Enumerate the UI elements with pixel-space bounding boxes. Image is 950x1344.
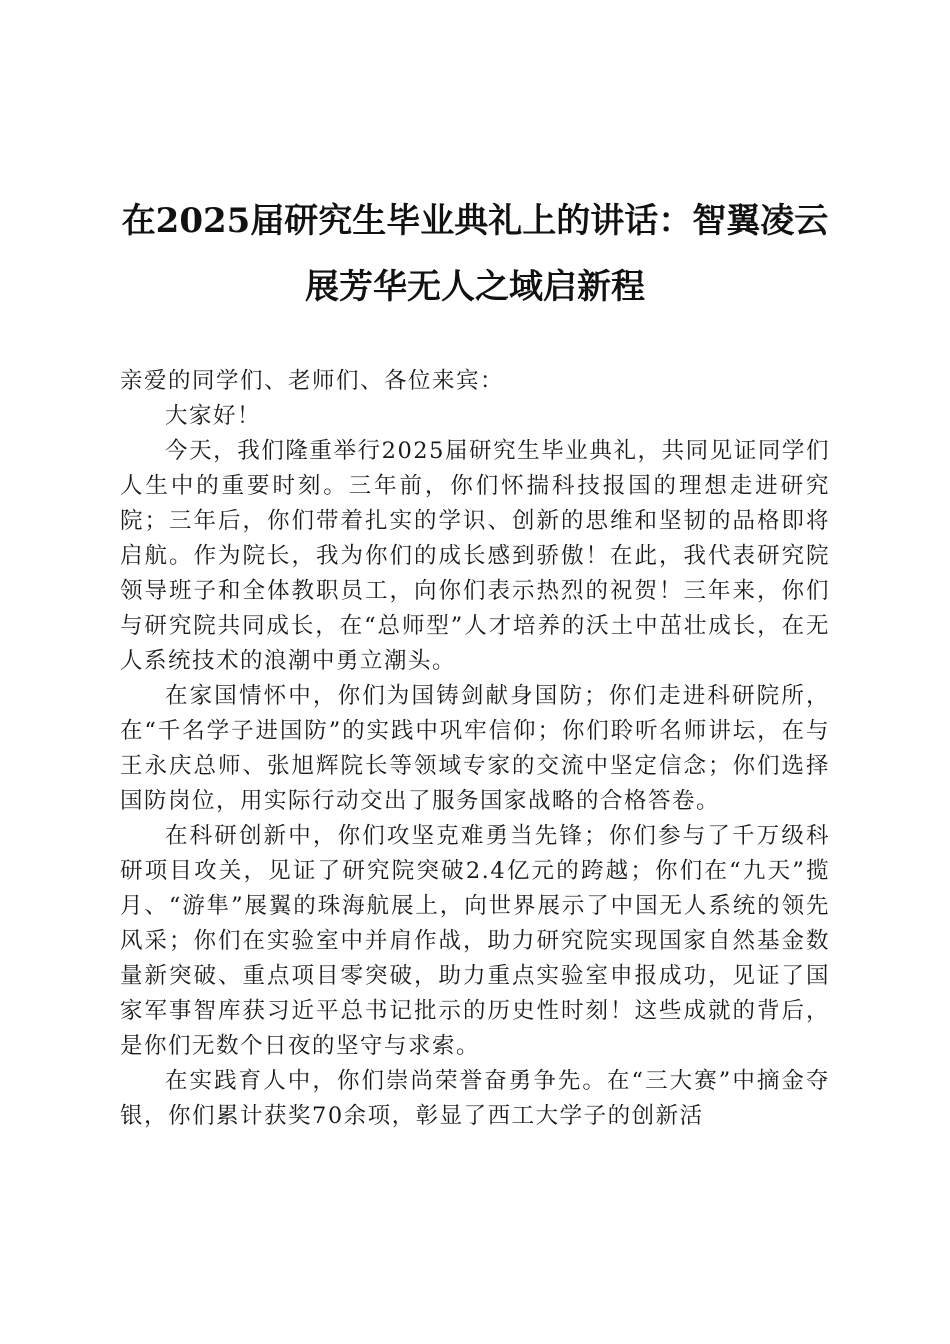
paragraph-greeting: 大家好！ [165, 403, 262, 429]
paragraph-practice: 在实践育人中，你们崇尚荣誉奋勇争先。在“三大赛”中摘金夺银，你们累计获奖70余项，彰显了西工大学子的创新活 [120, 1068, 830, 1129]
document-body [120, 364, 830, 1134]
paragraph-research: 在科研创新中，你们攻坚克难勇当先锋；你们参与了千万级科研项目攻关，见证了研究院突破2.4亿元的跨越；你们在“九天”揽月、“游隼”展翼的珠海航展上，向世界展示了中国无人系统的领先风采；你们在实验室中并肩作战，助力研究院实现国家自然基金数量新突破、重点项目零突破，助力重点实验室申报成功，见证了国家军事智库获习近平总书记批示的历史性时刻！这些成就的背后，是你们无数个日夜的坚守与求索。 [120, 823, 830, 1059]
paragraph-opening: 今天，我们隆重举行2025届研究生毕业典礼，共同见证同学们人生中的重要时刻。三年前，你们怀揣科技报国的理想走进研究院；三年后，你们带着扎实的学识、创新的思维和坚韧的品格即将启航。作为院长，我为你们的成长感到骄傲！在此，我代表研究院领导班子和全体教职员工，向你们表示热烈的祝贺！三年来，你们与研究院共同成长，在“总师型”人才培养的沃土中茁壮成长，在无人系统技术的浪潮中勇立潮头。 [120, 438, 830, 674]
paragraph-patriotism: 在家国情怀中，你们为国铸剑献身国防；你们走进科研院所，在“千名学子进国防”的实践中巩牢信仰；你们聆听名师讲坛，在与王永庆总师、张旭辉院长等领域专家的交流中坚定信念；你们选择国防岗位，用实际行动交出了服务国家战略的合格答卷。 [120, 683, 830, 814]
document-title: 在2025届研究生毕业典礼上的讲话：智翼凌云展芳华无人之域启新程 [121, 201, 829, 307]
salutation: 亲爱的同学们、老师们、各位来宾： [120, 368, 505, 394]
